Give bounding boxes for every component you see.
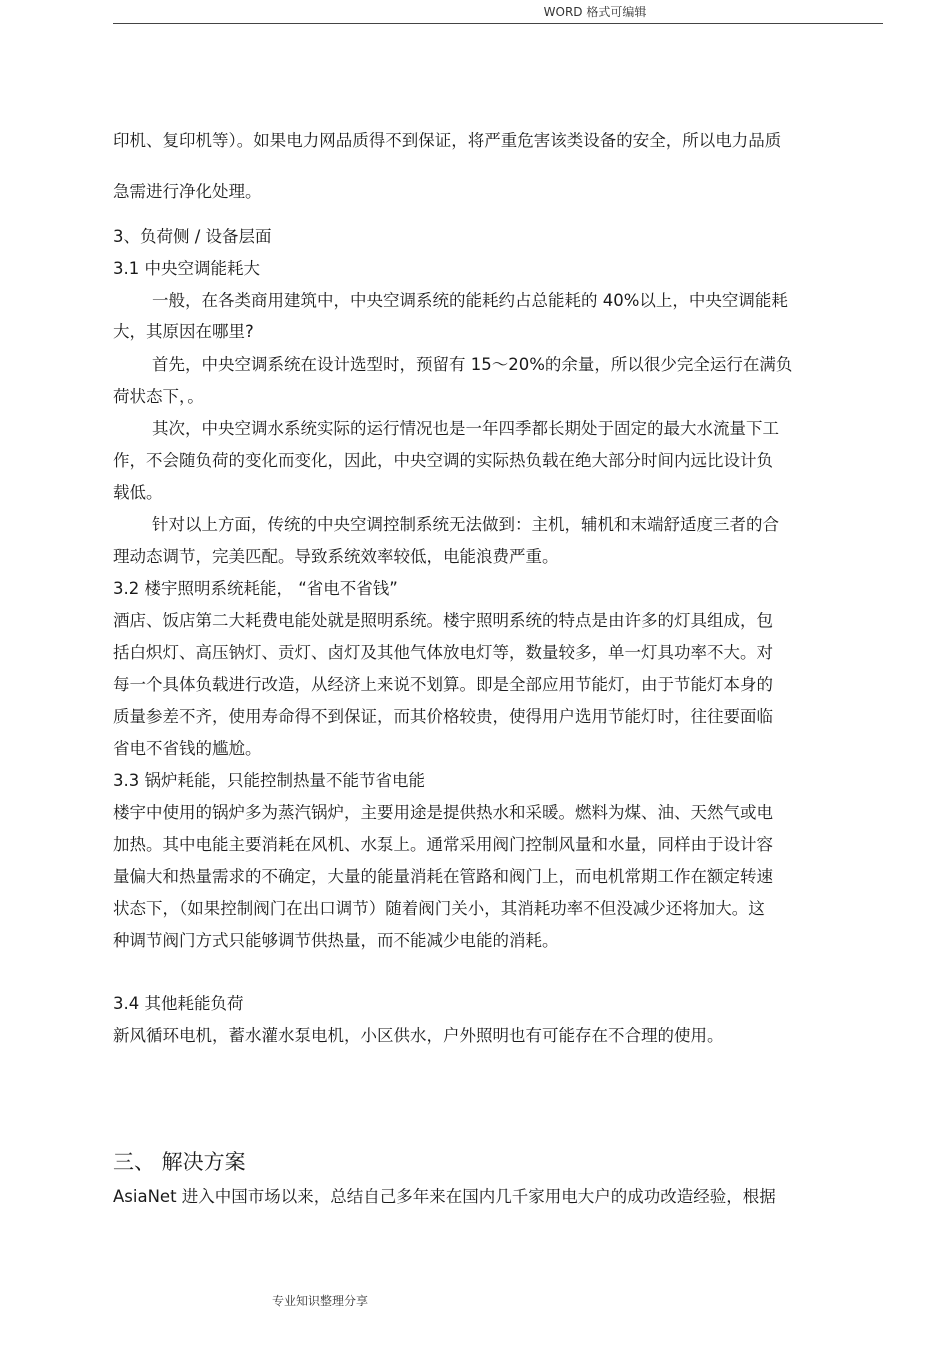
text-line: 酒店、饭店第二大耗费电能处就是照明系统。楼宇照明系统的特点是由许多的灯具组成，包: [113, 611, 773, 630]
text-line: 种调节阀门方式只能够调节供热量，而不能减少电能的消耗。: [113, 931, 559, 950]
text-line: 急需进行净化处理。: [113, 182, 262, 201]
text-line: 加热。其中电能主要消耗在风机、水泵上。通常采用阀门控制风量和水量，同样由于设计容: [113, 835, 773, 854]
text-line: 省电不省钱的尴尬。: [113, 739, 262, 758]
text-line: 楼宇中使用的锅炉多为蒸汽锅炉，主要用途是提供热水和采暖。燃料为煤、油、天然气或电: [113, 803, 773, 822]
text-line: 其次，中央空调水系统实际的运行情况也是一年四季都长期处于固定的最大水流量下工: [152, 419, 779, 438]
text-line: 荷状态下，。: [113, 387, 204, 406]
text-line: 作，不会随负荷的变化而变化，因此，中央空调的实际热负载在绝大部分时间内远比设计负: [113, 451, 773, 470]
chapter-heading: 三、 解决方案: [113, 1150, 246, 1174]
subsection-heading: 3.4 其他耗能负荷: [113, 994, 244, 1013]
section-heading: 3、负荷侧 / 设备层面: [113, 227, 272, 246]
text-line: 理动态调节，完美匹配。导致系统效率较低，电能浪费严重。: [113, 547, 559, 566]
text-line: 印机、复印机等）。如果电力网品质得不到保证，将严重危害该类设备的安全，所以电力品质: [113, 131, 782, 150]
header-rule: [113, 23, 883, 24]
text-line: 新风循环电机，蓄水灌水泵电机，小区供水，户外照明也有可能存在不合理的使用。: [113, 1026, 724, 1045]
text-line: 针对以上方面，传统的中央空调控制系统无法做到：主机，辅机和末端舒适度三者的合: [152, 515, 779, 534]
text-line: 状态下，（如果控制阀门在出口调节）随着阀门关小，其消耗功率不但没减少还将加大。这: [113, 899, 765, 918]
text-line: 一般，在各类商用建筑中，中央空调系统的能耗约占总能耗的 40%以上，中央空调能耗: [152, 291, 788, 310]
text-line: 首先，中央空调系统在设计选型时，预留有 15～20%的余量，所以很少完全运行在满负: [152, 355, 793, 374]
page-header: WORD 格式可编辑: [543, 5, 647, 19]
text-line: 每一个具体负载进行改造，从经济上来说不划算。即是全部应用节能灯，由于节能灯本身的: [113, 675, 773, 694]
text-line: AsiaNet 进入中国市场以来，总结自己多年来在国内几千家用电大户的成功改造经验，根据: [113, 1187, 776, 1206]
text-line: 质量参差不齐，使用寿命得不到保证，而其价格较贵，使得用户选用节能灯时，往往要面临: [113, 707, 773, 726]
page-footer: 专业知识整理分享: [272, 1294, 369, 1308]
text-line: 载低。: [113, 483, 163, 502]
text-line: 量偏大和热量需求的不确定，大量的能量消耗在管路和阀门上，而电机常期工作在额定转速: [113, 867, 773, 886]
subsection-heading: 3.2 楼宇照明系统耗能， “省电不省钱”: [113, 579, 398, 598]
subsection-heading: 3.1 中央空调能耗大: [113, 259, 260, 278]
text-line: 大，其原因在哪里?: [113, 322, 254, 341]
text-line: 括白炽灯、高压钠灯、贡灯、卤灯及其他气体放电灯等，数量较多，单一灯具功率不大。对: [113, 643, 773, 662]
subsection-heading: 3.3 锅炉耗能，只能控制热量不能节省电能: [113, 771, 425, 790]
